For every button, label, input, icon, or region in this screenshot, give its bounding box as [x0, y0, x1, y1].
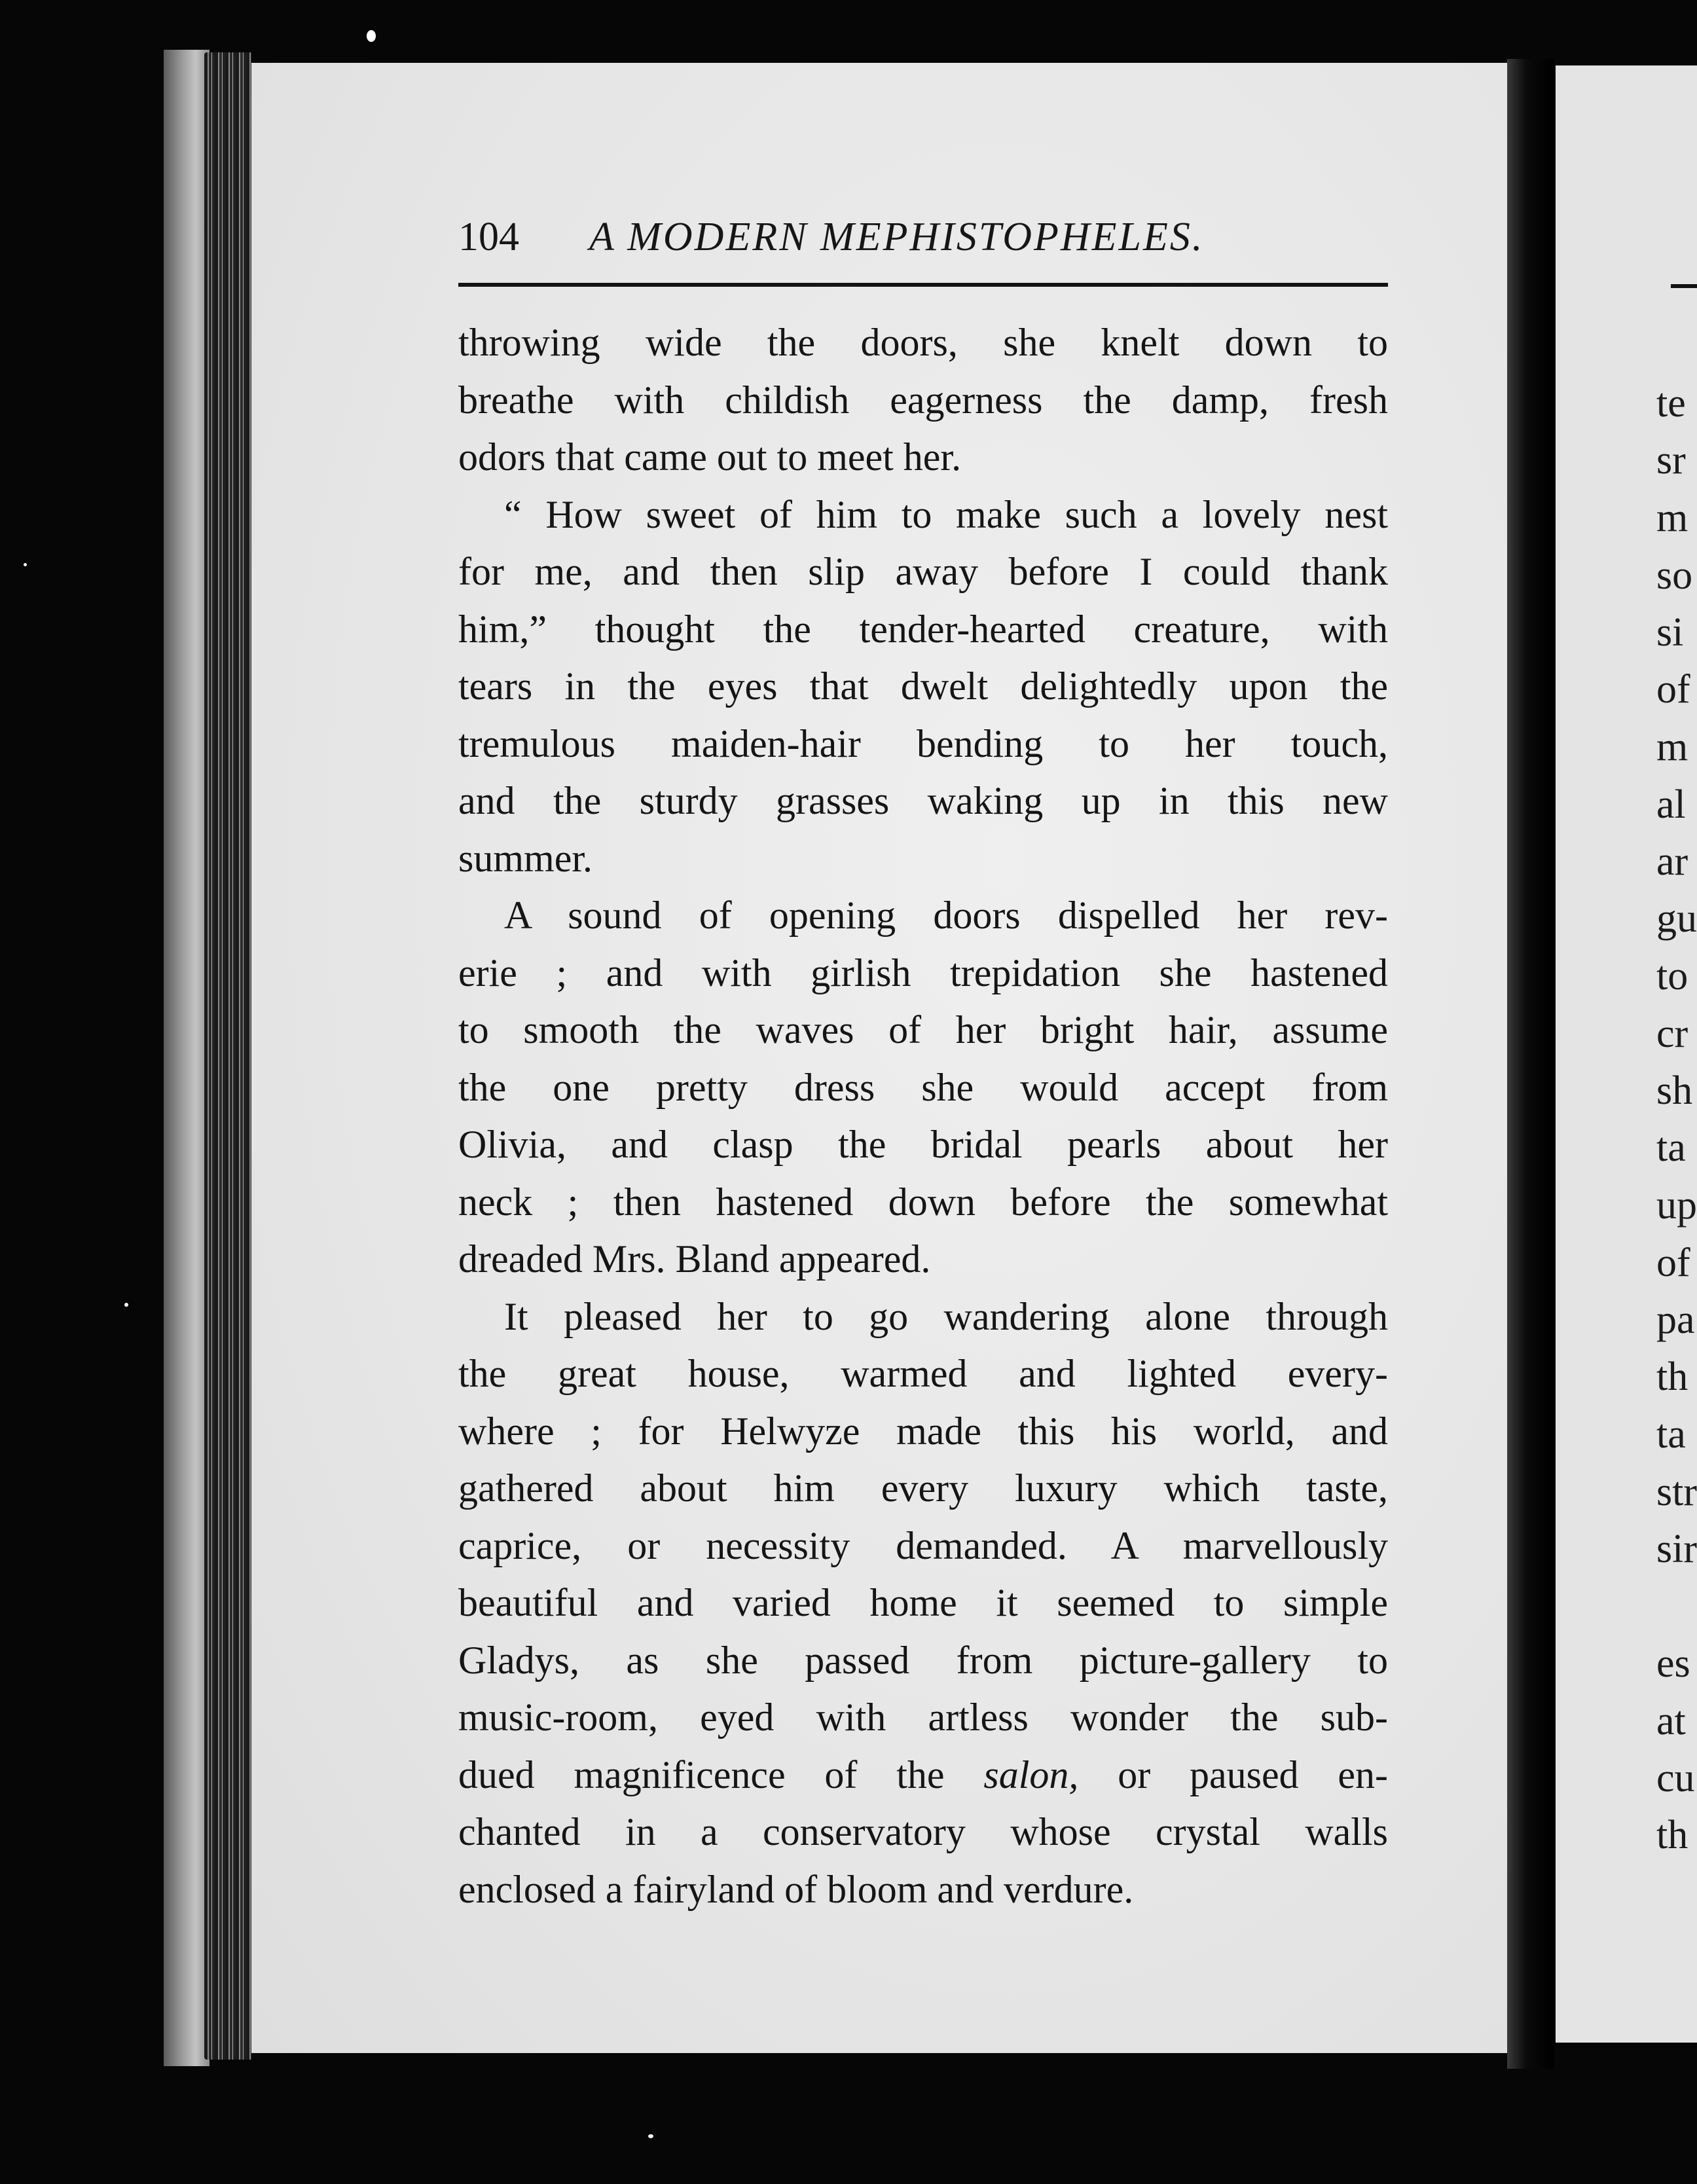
facing-page-fragment: al [1656, 782, 1686, 827]
text-line: enclosed a fairyland of bloom and verdure. [458, 1867, 1134, 1911]
facing-page-fragment: th [1656, 1813, 1688, 1857]
scan-speck [124, 1303, 128, 1307]
facing-page-fragment: of [1656, 1241, 1690, 1285]
facing-page-fragment: at [1656, 1699, 1686, 1743]
scan-speck [367, 30, 376, 42]
text-line: the great house, warmed and lighted every- [458, 1352, 1388, 1395]
facing-page-fragment: pa [1656, 1298, 1695, 1342]
text-line: the one pretty dress she would accept from [458, 1065, 1388, 1109]
body-text [458, 314, 1388, 1918]
book-gutter [1507, 59, 1554, 2069]
text-line: A sound of opening doors dispelled her rev- [504, 894, 1388, 937]
facing-page-fragment: ar [1656, 839, 1688, 884]
facing-page-fragment: ta [1656, 1125, 1686, 1170]
text-line: “ How sweet of him to make such a lovely nest [504, 492, 1388, 536]
facing-page-fragment: cu [1656, 1756, 1695, 1800]
page-edge-stack [204, 52, 251, 2060]
text-line: tremulous maiden-hair bending to her touch, [458, 721, 1388, 765]
facing-page-fragment: up [1656, 1183, 1697, 1228]
text-line: neck ; then hastened down before the somewhat [458, 1180, 1388, 1224]
text-line: and the sturdy grasses waking up in this new [458, 779, 1388, 822]
text-line: throwing wide the doors, she knelt down to [458, 321, 1388, 364]
text-line-with-italic [458, 1747, 1388, 1804]
text-line: him,” thought the tender-hearted creature, with [458, 607, 1388, 651]
facing-page-fragment: si [1656, 610, 1684, 655]
scan-speck [24, 563, 27, 566]
text-line: It pleased her to go wandering alone through [504, 1294, 1388, 1338]
text-line: to smooth the waves of her bright hair, assume [458, 1008, 1388, 1051]
text-line: breathe with childish eagerness the damp, fresh [458, 378, 1388, 422]
text-fragment: or paused en- [1118, 1753, 1389, 1796]
running-title: A MODERN MEPHISTOPHELES. [589, 215, 1205, 259]
facing-page-fragment: ta [1656, 1412, 1686, 1457]
scan-speck [648, 2134, 653, 2138]
running-header [458, 211, 1388, 263]
facing-page-fragment: sir [1656, 1527, 1697, 1571]
facing-page-fragment: of [1656, 667, 1690, 712]
text-line: odors that came out to meet her. [458, 435, 962, 479]
facing-page-fragment: m [1656, 496, 1688, 540]
text-line: Olivia, and clasp the bridal pearls about her [458, 1123, 1388, 1166]
text-line: music-room, eyed with artless wonder the sub- [458, 1696, 1388, 1739]
facing-page-fragment: sh [1656, 1068, 1693, 1113]
italic-word: salon, [983, 1753, 1079, 1796]
text-line: where ; for Helwyze made this his world, and [458, 1409, 1388, 1453]
text-line: tears in the eyes that dwelt delightedly upon the [458, 664, 1388, 708]
facing-page-fragment: so [1656, 553, 1693, 598]
text-line: beautiful and varied home it seemed to simple [458, 1581, 1388, 1624]
text-line: caprice, or necessity demanded. A marvellously [458, 1523, 1388, 1567]
book-cover-edge [164, 50, 210, 2066]
facing-page-fragment: m [1656, 725, 1688, 769]
facing-page-fragment: sr [1656, 438, 1686, 482]
facing-page-header-rule [1671, 284, 1697, 288]
text-fragment: dued magnificence of the [458, 1753, 945, 1796]
text-line: chanted in a conservatory whose crystal walls [458, 1810, 1388, 1853]
header-rule [458, 283, 1388, 287]
text-line: summer. [458, 836, 593, 880]
text-line: Gladys, as she passed from picture-gallery to [458, 1638, 1388, 1682]
text-line: erie ; and with girlish trepidation she hastened [458, 951, 1388, 994]
facing-page-fragment: cr [1656, 1011, 1688, 1056]
page-number: 104 [458, 215, 519, 259]
facing-page-fragment: th [1656, 1355, 1688, 1399]
text-line: gathered about him every luxury which taste, [458, 1466, 1388, 1510]
text-line: for me, and then slip away before I could thank [458, 550, 1388, 593]
facing-page-fragment: gu [1656, 896, 1697, 941]
facing-page-fragment: str [1656, 1470, 1697, 1514]
facing-page-fragment: es [1656, 1641, 1690, 1686]
facing-page-fragment: to [1656, 954, 1688, 998]
text-line: dreaded Mrs. Bland appeared. [458, 1237, 931, 1281]
facing-page-fragment: te [1656, 381, 1686, 426]
